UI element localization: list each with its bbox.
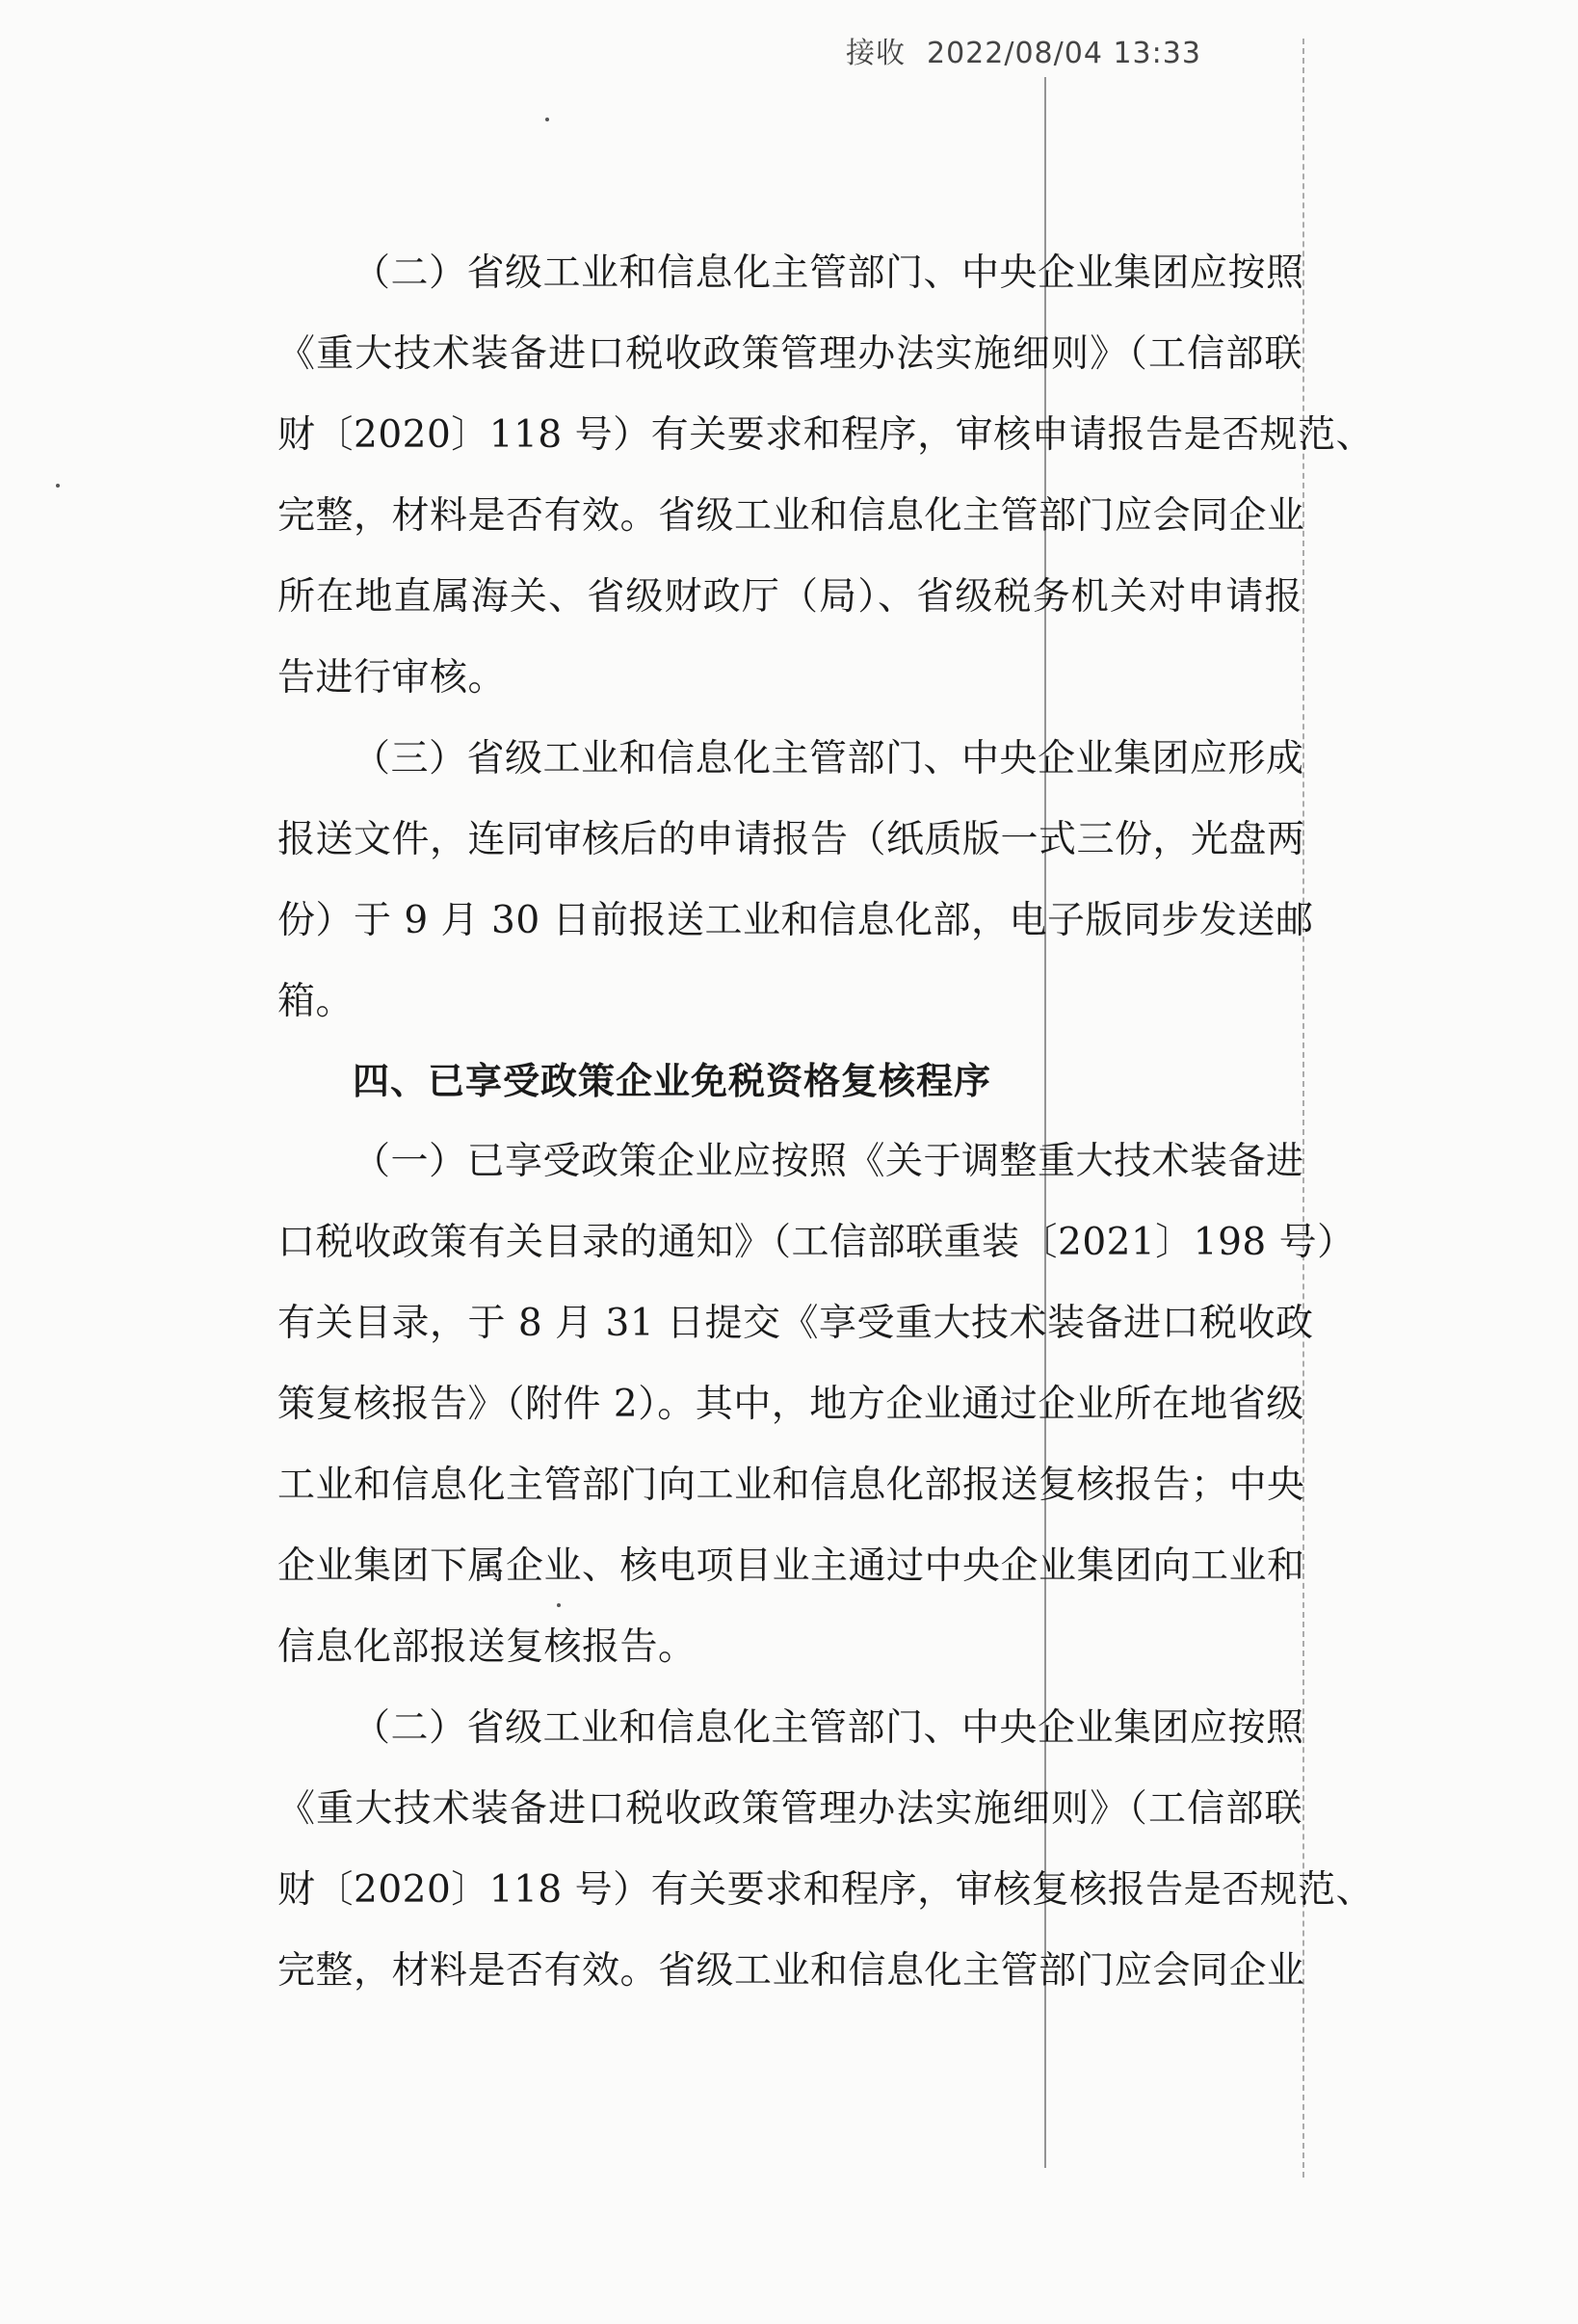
paragraph-line: 有关目录，于 8 月 31 日提交《享受重大技术装备进口税收政 — [277, 1302, 1314, 1345]
paragraph-line: （二）省级工业和信息化主管部门、中央企业集团应按照 — [353, 1706, 1304, 1750]
paragraph-line: （一）已享受政策企业应按照《关于调整重大技术装备进 — [353, 1140, 1304, 1183]
paragraph-line: 报送文件，连同审核后的申请报告（纸质版一式三份，光盘两 — [277, 818, 1305, 861]
paragraph-line: 告进行审核。 — [277, 656, 507, 700]
paragraph-line: 《重大技术装备进口税收政策管理办法实施细则》（工信部联 — [277, 1787, 1302, 1831]
scan-speck — [545, 118, 549, 121]
paragraph-line: 财〔2020〕118 号）有关要求和程序，审核复核报告是否规范、 — [277, 1868, 1375, 1912]
paragraph-line: 箱。 — [277, 980, 355, 1023]
paragraph-line: 所在地直属海关、省级财政厅（局）、省级税务机关对申请报 — [277, 575, 1302, 619]
scan-speck — [557, 1603, 561, 1607]
scan-speck — [56, 484, 60, 488]
paragraph-line: 份）于 9 月 30 日前报送工业和信息化部，电子版同步发送邮 — [277, 899, 1314, 942]
paragraph-line: 完整，材料是否有效。省级工业和信息化主管部门应会同企业 — [277, 1949, 1305, 1993]
paragraph-line: 策复核报告》（附件 2）。其中，地方企业通过企业所在地省级 — [277, 1383, 1304, 1426]
stamp-datetime: 2022/08/04 13:33 — [927, 37, 1201, 70]
paragraph-line: 财〔2020〕118 号）有关要求和程序，审核申请报告是否规范、 — [277, 413, 1375, 457]
stamp-label: 接收 — [846, 37, 906, 70]
scan-dashed-margin-line — [1302, 39, 1304, 2178]
paragraph-line: 信息化部报送复核报告。 — [277, 1625, 697, 1669]
paragraph-line: 《重大技术装备进口税收政策管理办法实施细则》（工信部联 — [277, 332, 1302, 376]
paragraph-line: 企业集团下属企业、核电项目业主通过中央企业集团向工业和 — [277, 1545, 1305, 1588]
paragraph-line: 完整，材料是否有效。省级工业和信息化主管部门应会同企业 — [277, 494, 1305, 538]
paragraph-line: 工业和信息化主管部门向工业和信息化部报送复核报告；中央 — [277, 1464, 1305, 1507]
section-heading: 四、已享受政策企业免税资格复核程序 — [353, 1060, 992, 1102]
receipt-stamp — [846, 29, 1201, 71]
paragraph-line: 口税收政策有关目录的通知》（工信部联重装〔2021〕198 号） — [277, 1221, 1355, 1264]
paragraph-line: （二）省级工业和信息化主管部门、中央企业集团应按照 — [353, 251, 1304, 295]
paragraph-line: （三）省级工业和信息化主管部门、中央企业集团应形成 — [353, 737, 1304, 780]
scan-fold-line — [1044, 77, 1046, 2168]
